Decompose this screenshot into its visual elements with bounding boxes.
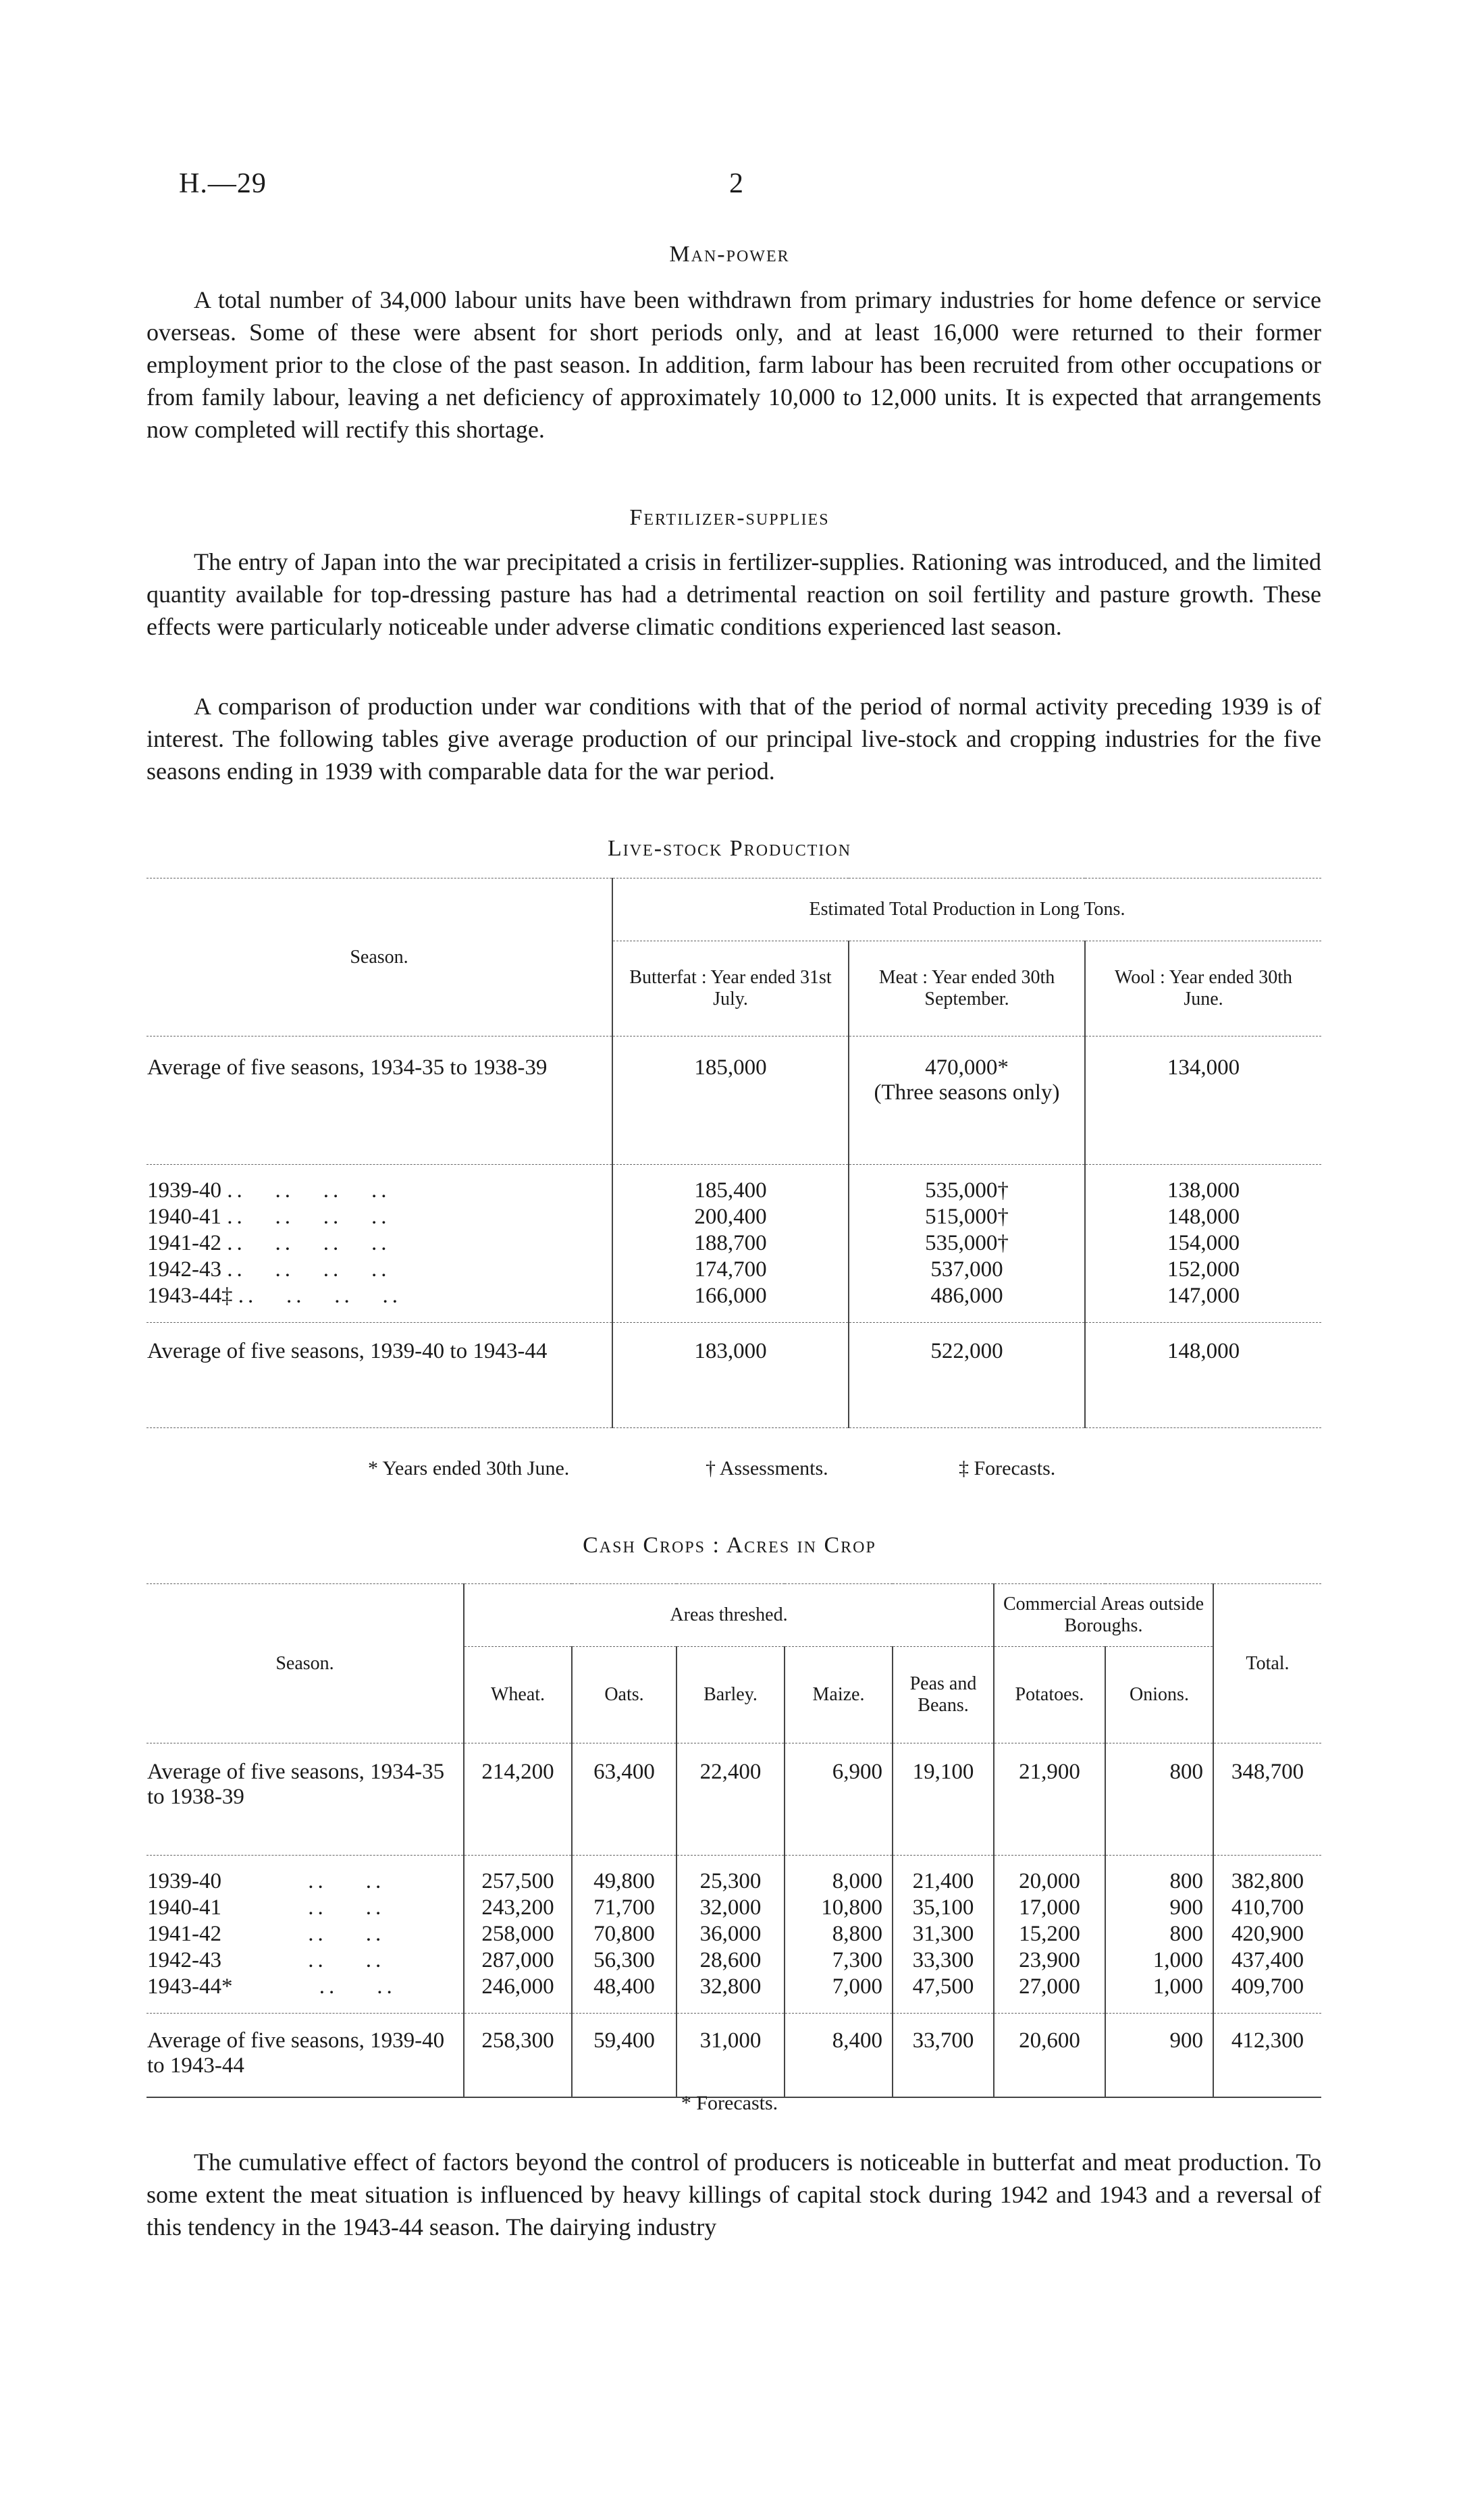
cell-barley: 36,000: [677, 1921, 785, 1947]
cell-total: 348,700: [1213, 1743, 1321, 1856]
cell-maize: 8,000: [785, 1856, 893, 1895]
document-reference: H.—29: [179, 168, 267, 199]
col-header-group: Estimated Total Production in Long Tons.: [612, 878, 1321, 941]
cell-meat: 486,000: [849, 1283, 1085, 1323]
cell-oats: 71,700: [572, 1895, 677, 1921]
cell-barley: 25,300: [677, 1856, 785, 1895]
cell-oats: 48,400: [572, 1974, 677, 2014]
cash-crops-footnote: * Forecasts.: [681, 2092, 778, 2114]
cell-meat: 535,000†: [849, 1165, 1085, 1205]
cell-onions: 1,000: [1105, 1974, 1213, 2014]
closing-paragraph: The cumulative effect of factors beyond the control of producers is noticeable in butterfat and meat production. To some extent the meat situation is influenced by heavy killings of capital stock during 1942 and 1943 and a reversal of this tendency in the 1943-44 season. The dairying industry: [147, 2149, 1321, 2240]
cell-onions: 800: [1105, 1921, 1213, 1947]
meat-note: (Three seasons only): [874, 1080, 1060, 1105]
row-label: 1942-43 .. ..: [147, 1948, 386, 1972]
cell-peas-beans: 33,300: [893, 1947, 994, 1974]
row-label-average-pre: Average of five seasons, 1934-35 to 1938-39: [147, 1055, 548, 1080]
col-header-season: Season.: [147, 878, 612, 1036]
fertilizer-paragraph-1: The entry of Japan into the war precipitated a crisis in fertilizer-supplies. Rationing was introduced, and the limited quantity available for top-dressing pasture has had a detrimental reaction on soil fertility and pasture growth. These effects were particularly noticeable under adverse climatic conditions experienced last season.: [147, 548, 1321, 640]
footnote-double-dagger: ‡ Forecasts.: [959, 1457, 1056, 1479]
row-label: 1943-44* .. ..: [147, 1974, 396, 1999]
row-label: 1940-41 .. ..: [147, 1895, 386, 1920]
col-header-wheat: Wheat.: [464, 1647, 572, 1743]
cell-meat: 537,000: [849, 1257, 1085, 1283]
cell-potatoes: 23,900: [994, 1947, 1105, 1974]
cell-peas-beans: 21,400: [893, 1856, 994, 1895]
cell-wheat: 287,000: [464, 1947, 572, 1974]
cash-crops-table: [147, 1583, 1321, 2098]
cell-total: 420,900: [1213, 1921, 1321, 1947]
cell-potatoes: 27,000: [994, 1974, 1105, 2014]
cell-wheat: 257,500: [464, 1856, 572, 1895]
fertilizer-heading: Fertilizer-supplies: [629, 505, 830, 530]
cell-onions: 900: [1105, 2014, 1213, 2098]
cell-wool: 134,000: [1085, 1036, 1321, 1165]
cell-total: 382,800: [1213, 1856, 1321, 1895]
cell-peas-beans: 31,300: [893, 1921, 994, 1947]
cell-barley: 28,600: [677, 1947, 785, 1974]
col-header-commercial-areas: Commercial Areas outside Boroughs.: [994, 1584, 1213, 1647]
cell-total: 409,700: [1213, 1974, 1321, 2014]
cell-wool: 152,000: [1085, 1257, 1321, 1283]
cell-barley: 31,000: [677, 2014, 785, 2098]
col-header-areas-threshed: Areas threshed.: [464, 1584, 994, 1647]
cell-meat: 515,000†: [849, 1204, 1085, 1230]
cell-wool: 147,000: [1085, 1283, 1321, 1323]
cell-peas-beans: 35,100: [893, 1895, 994, 1921]
cell-oats: 49,800: [572, 1856, 677, 1895]
cell-maize: 6,900: [785, 1743, 893, 1856]
cell-wheat: 243,200: [464, 1895, 572, 1921]
row-label: 1943-44‡ .. .. .. ..: [147, 1284, 402, 1308]
cell-maize: 7,000: [785, 1974, 893, 2014]
col-header-butterfat: Butterfat : Year ended 31st July.: [612, 941, 849, 1036]
cell-potatoes: 15,200: [994, 1921, 1105, 1947]
cell-peas-beans: 33,700: [893, 2014, 994, 2098]
cell-oats: 59,400: [572, 2014, 677, 2098]
manpower-paragraph: A total number of 34,000 labour units have been withdrawn from primary industries for home defence or service overseas. Some of these were absent for short periods only, and at least 16,000 were returned to their former employment prior to the close of the past season. In addition, farm labour has been recruited from other occupations or from family labour, leaving a net deficiency of approximately 10,000 to 12,000 units. It is expected that arrangements now completed will rectify this shortage.: [147, 286, 1321, 443]
row-label-average-war: Average of five seasons, 1939-40 to 1943-44: [147, 2028, 445, 2078]
row-label: 1942-43 .. .. .. ..: [147, 1257, 391, 1282]
row-label: 1941-42 .. .. .. ..: [147, 1231, 391, 1255]
col-header-total: Total.: [1213, 1584, 1321, 1743]
cell-potatoes: 21,900: [994, 1743, 1105, 1856]
row-label: 1939-40 .. ..: [147, 1869, 386, 1893]
cell-wool: 154,000: [1085, 1230, 1321, 1257]
cell-onions: 1,000: [1105, 1947, 1213, 1974]
cell-onions: 800: [1105, 1856, 1213, 1895]
cell-onions: 800: [1105, 1743, 1213, 1856]
cell-maize: 8,400: [785, 2014, 893, 2098]
cell-peas-beans: 19,100: [893, 1743, 994, 1856]
cell-wheat: 246,000: [464, 1974, 572, 2014]
col-header-season: Season.: [147, 1584, 464, 1743]
cell-butterfat: 183,000: [612, 1323, 849, 1428]
footnote-star: * Years ended 30th June.: [368, 1457, 570, 1479]
row-label: 1941-42 .. ..: [147, 1922, 386, 1946]
row-label: 1939-40 .. .. .. ..: [147, 1178, 391, 1203]
col-header-barley: Barley.: [677, 1647, 785, 1743]
cell-barley: 32,800: [677, 1974, 785, 2014]
cell-wool: 148,000: [1085, 1204, 1321, 1230]
cell-barley: 22,400: [677, 1743, 785, 1856]
cell-butterfat: 185,400: [612, 1165, 849, 1205]
cell-oats: 63,400: [572, 1743, 677, 1856]
fertilizer-paragraph-2: A comparison of production under war conditions with that of the period of normal activity preceding 1939 is of interest. The following tables give average production of our principal live-stock and cropping industries for the five seasons ending in 1939 with comparable data for the war period.: [147, 693, 1321, 785]
cell-butterfat: 166,000: [612, 1283, 849, 1323]
cell-potatoes: 20,600: [994, 2014, 1105, 2098]
row-label-average-pre: Average of five seasons, 1934-35 to 1938-39: [147, 1760, 445, 1809]
cell-butterfat: 200,400: [612, 1204, 849, 1230]
cell-butterfat: 185,000: [612, 1036, 849, 1165]
livestock-production-table: [147, 878, 1321, 1428]
cell-meat: [849, 1036, 1085, 1165]
col-header-meat: Meat : Year ended 30th September.: [849, 941, 1085, 1036]
cell-wheat: 214,200: [464, 1743, 572, 1856]
cell-wheat: 258,300: [464, 2014, 572, 2098]
col-header-peas-and-beans: Peas and Beans.: [893, 1647, 994, 1743]
cell-meat: 522,000: [849, 1323, 1085, 1428]
cell-butterfat: 188,700: [612, 1230, 849, 1257]
meat-value: 470,000*: [925, 1055, 1009, 1080]
page-number: 2: [729, 168, 743, 199]
cell-total: 410,700: [1213, 1895, 1321, 1921]
cell-onions: 900: [1105, 1895, 1213, 1921]
cell-oats: 70,800: [572, 1921, 677, 1947]
cell-peas-beans: 47,500: [893, 1974, 994, 2014]
col-header-onions: Onions.: [1105, 1647, 1213, 1743]
cell-total: 412,300: [1213, 2014, 1321, 2098]
manpower-heading: Man-power: [669, 242, 790, 267]
col-header-maize: Maize.: [785, 1647, 893, 1743]
cell-wheat: 258,000: [464, 1921, 572, 1947]
cell-wool: 148,000: [1085, 1323, 1321, 1428]
cell-potatoes: 17,000: [994, 1895, 1105, 1921]
col-header-potatoes: Potatoes.: [994, 1647, 1105, 1743]
cell-maize: 10,800: [785, 1895, 893, 1921]
col-header-oats: Oats.: [572, 1647, 677, 1743]
col-header-wool: Wool : Year ended 30th June.: [1085, 941, 1321, 1036]
cell-barley: 32,000: [677, 1895, 785, 1921]
cash-crops-title: Cash Crops : Acres in Crop: [583, 1533, 876, 1558]
cell-wool: 138,000: [1085, 1165, 1321, 1205]
livestock-table-title: Live-stock Production: [607, 836, 852, 861]
cell-oats: 56,300: [572, 1947, 677, 1974]
cell-butterfat: 174,700: [612, 1257, 849, 1283]
cell-potatoes: 20,000: [994, 1856, 1105, 1895]
row-label: 1940-41 .. .. .. ..: [147, 1205, 391, 1229]
cell-maize: 8,800: [785, 1921, 893, 1947]
row-label-average-war: Average of five seasons, 1939-40 to 1943-44: [147, 1339, 548, 1363]
cell-maize: 7,300: [785, 1947, 893, 1974]
cell-meat: 535,000†: [849, 1230, 1085, 1257]
cell-total: 437,400: [1213, 1947, 1321, 1974]
footnote-dagger: † Assessments.: [706, 1457, 828, 1479]
